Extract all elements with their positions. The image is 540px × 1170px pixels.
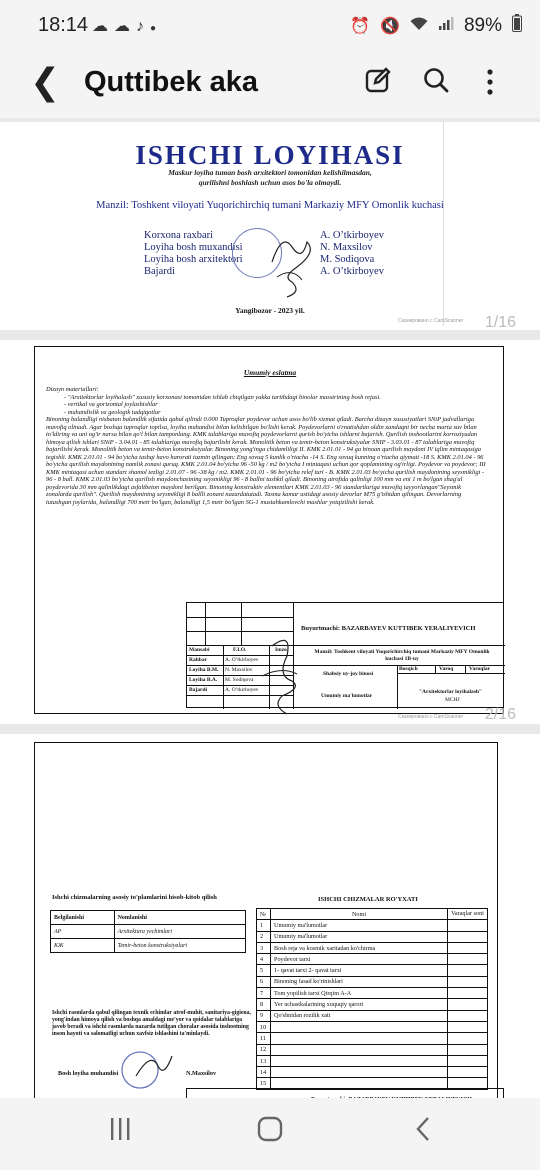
signer-role: Bosh loyiha muhandisi bbox=[58, 1070, 119, 1077]
table-cell: АР bbox=[51, 925, 115, 939]
table-cell: Temir-beton konstruksiyalari bbox=[114, 939, 245, 953]
pdf-page-3[interactable] bbox=[0, 734, 540, 1098]
search-icon[interactable] bbox=[420, 66, 452, 98]
alarm-icon: ⏰ bbox=[350, 18, 371, 35]
row-count bbox=[448, 965, 488, 976]
home-icon[interactable] bbox=[240, 1114, 300, 1154]
recent-apps-icon[interactable] bbox=[90, 1114, 150, 1154]
chat-title: Quttibek aka bbox=[84, 66, 259, 98]
role-label: Korxona raxbari bbox=[144, 230, 214, 241]
table-row bbox=[257, 965, 488, 976]
battery-icon bbox=[512, 14, 522, 38]
row-number: 8 bbox=[257, 999, 271, 1010]
row-name: Tom yopilish tarxi Qirqim A-A bbox=[271, 988, 448, 999]
notes-bullet: - "Arxitektorlar loyihalash" xususiy korxonasi tomonidan ishlab chiqilgan yakka tartibdagi binolar masstrining bosh rejasi. bbox=[64, 393, 381, 401]
role-name: M. Sodiqova bbox=[320, 254, 375, 265]
row-number: 13 bbox=[257, 1055, 271, 1066]
row-number: 14 bbox=[257, 1067, 271, 1078]
row-name: 1- qavat tarxi 2- qavat tarxi bbox=[271, 965, 448, 976]
row-count bbox=[448, 931, 488, 942]
row-number: 9 bbox=[257, 1010, 271, 1021]
table-row bbox=[257, 1033, 488, 1044]
compliance-note: Ishchi rasmlarda qabul qilingan texnik echimlar atrof-muhit, sanitariya-gigiena, yong'indan himoya qilish va boshqa amaldagi me'yor va qoidalar talablariga javob beradi va ishchi rasmlarda nazarda tutilgan choralar asosida inshootning inson hayoti va salomatligi uchun xavfsiz ishlashini ta'minlaydi. bbox=[52, 1010, 251, 1037]
row-count bbox=[448, 1010, 488, 1021]
tb-role: Loyiha B.M. bbox=[189, 667, 219, 673]
wifi-icon bbox=[410, 17, 428, 36]
tb-name: M. Sodiqova bbox=[225, 677, 254, 683]
tb-name: A. O’tkirboyev bbox=[225, 657, 259, 663]
row-name: Umumiy ma'lumotlar bbox=[271, 920, 448, 931]
camscanner-watermark: Сканировано с CamScanner bbox=[398, 714, 464, 720]
signer-name: N.Maxsilov bbox=[186, 1070, 217, 1077]
row-count bbox=[448, 920, 488, 931]
edit-icon[interactable] bbox=[362, 66, 394, 98]
notes-body: Binoning balandligi nisbatan balandlik sifatida qabul qilindi 0.000 Tuproqlar poydevor uchun asos bo'lib xizmat qiladi. Barcha dizayn xususiyatlari SNiP jadvallariga muvofiq olinadi. Agar boshqa tuproqlar topilsa, loyiha muhandisi bilan kelishilgan bo'lishi kerak. Poydevorlarni o'rnatishdan oldin xandaqni bir necha marta suv bilan to'ldiring va uni og'ir narsa bilan qo'l bilan tamponlang. KMK talablariga muvofiq poydevorlarni qurish bo'yicha ishlarni bajarish. Qurilish inshootlarini korroziyadan himoya qilish ishlari SNiP - 3.04.01 - 85 talablariga muvofiq bajarilishi kerak. Monolitik beton va temir-beton konstruksiyalar SNIP - 3.03.01 - 87 talablariga muvofiq bajarilishi kerak. Monolitik beton va temir-beton konstruksiyalar. Binoning yong'inga chidamliligi II. KMK 2.01.01 - 94 ga binoan qurilish maydoni IV iqlim mintaqasiga tegishli. KMK 2.01.01 - 94 bo'yicha tashqi havo harorati tazmin qilingan; Eng sovuq 5 kunlik o'rtacha -14 S. Eng sovuq kunning o'rtacha qiymati -18 S. KMK 2.01.04 - 96 bo'yicha qurilish maydonining namlik zonasi quruq. KMK 2.01.04 bo'yicha 96 -50 kg / m2 bo'yicha I mintaqasi uchun qor qoplamining og'irligi. Poydevor va poydevor; III KMK mintaqasi uchun standart shamol tezligi 2.01.07 - 96 -38 kg / m2. KMK 2.01.01 - 96 bo'yicha relef turi - B. KMK 2.01.03 bo'yicha qurilish maydonining seysmikligi - 96 - 8 ball. KMK 2.01.03 bo'yicha qurilish maydonchasining seysmikligi 96 - 8 ballni tashkil qiladi. Binoning atrofida qalinligi 100 mm va eni 1 m bo'lgan shag'al poydevorida 30 mm qalinlikdagi asfaltbeton maydoni berilgan. Binoning konstruktiv elementlari KMK 2.01.03 - 96 standartlariga muvofiq tayyorlangan"Seysmik zonalarda qurilish". Qurilish maydonining seysmikligi 8 ballli zonani nazardatutadi. Tasma kamar ustidagi asosiy devorlar M75 g'ishtdan qilingan. Devorlarning tutashgan joylarida, balandligi 700 metr bo'lgan, balandligi 1,5 metr bo'lgan SG-1 mustahkamlovchi mashlar yotqizilishi kerak. bbox=[46, 416, 486, 506]
row-count bbox=[448, 1067, 488, 1078]
row-number: 12 bbox=[257, 1044, 271, 1055]
right-title: ISHCHI CHIZMALAR RO'YXATI bbox=[318, 896, 418, 903]
row-name: Binoning fasad ko'rinishlari bbox=[271, 976, 448, 987]
row-number: 1 bbox=[257, 920, 271, 931]
status-time: 18:14 bbox=[38, 14, 89, 36]
signature-icon bbox=[116, 1046, 176, 1090]
signal-icon bbox=[438, 17, 454, 36]
mute-icon: 🔇 bbox=[380, 18, 400, 35]
col-header: F.I.O. bbox=[233, 647, 247, 653]
stage-header: Bosqich bbox=[399, 666, 418, 672]
row-count bbox=[448, 988, 488, 999]
table-cell: Arxitektura yechimlari bbox=[114, 925, 245, 939]
notes-bullet: - vertikal va gorizontal joylashishlar bbox=[64, 401, 158, 408]
row-number: 10 bbox=[257, 1021, 271, 1032]
row-count bbox=[448, 976, 488, 987]
table-row bbox=[257, 954, 488, 965]
row-count bbox=[448, 1044, 488, 1055]
col-header: Imzo bbox=[275, 647, 287, 653]
row-count bbox=[448, 999, 488, 1010]
page-indicator: 1/16 bbox=[484, 314, 516, 331]
tb-role: Rahbar bbox=[189, 657, 208, 663]
page-indicator: 2/16 bbox=[484, 706, 516, 723]
row-name bbox=[271, 1021, 448, 1032]
role-name: A. O’tkirboyev bbox=[320, 266, 384, 277]
left-title: Ishchi chizmalarning asosiy to'plamlarini hisob-kitob qilish bbox=[52, 894, 217, 901]
battery-level: 89% bbox=[463, 15, 502, 36]
row-name bbox=[271, 1055, 448, 1066]
dot-icon: ● bbox=[150, 23, 163, 34]
table-row bbox=[257, 1021, 488, 1032]
tb-name: A. O’tkirboyev bbox=[225, 687, 259, 693]
company-name: "Arxitektorlar loyihalash" bbox=[419, 689, 482, 695]
row-number: 4 bbox=[257, 954, 271, 965]
more-icon[interactable] bbox=[474, 66, 506, 98]
role-label: Loyiha bosh muxandisi bbox=[144, 242, 243, 253]
row-count bbox=[448, 942, 488, 953]
stage-header: Varoq bbox=[439, 666, 454, 672]
signature-icon bbox=[252, 626, 312, 718]
tb-name: N. Maxsilov bbox=[225, 667, 253, 673]
cover-footer: Yangibozor - 2023 yil. bbox=[235, 306, 305, 315]
pdf-page-1[interactable] bbox=[0, 122, 540, 330]
row-number: 7 bbox=[257, 988, 271, 999]
role-name: N. Maxsilov bbox=[320, 242, 373, 253]
row-name: Umumiy ma'lumotlar bbox=[271, 931, 448, 942]
navigation-bar bbox=[0, 1098, 540, 1170]
row-name: Yer uchastkalarining xuquqiy qarori bbox=[271, 999, 448, 1010]
table-row bbox=[257, 999, 488, 1010]
tb-role: Bajardi bbox=[189, 687, 208, 693]
table-header: Nomi bbox=[271, 909, 448, 920]
drawings-list-table bbox=[256, 908, 488, 1090]
cover-title: ISHCHI LOYIHASI bbox=[135, 140, 405, 170]
back-arrow-icon[interactable]: ❮ bbox=[30, 62, 61, 103]
table-row bbox=[257, 1067, 488, 1078]
table-row bbox=[257, 931, 488, 942]
col-header: Mansabi bbox=[189, 647, 210, 653]
role-label: Loyiha bosh arxitektori bbox=[144, 254, 243, 265]
role-label: Bajardi bbox=[144, 266, 175, 277]
row-name: Bosh reja va kosmik xaritadan ko'chirma bbox=[271, 942, 448, 953]
status-bar bbox=[0, 0, 540, 52]
row-count bbox=[448, 1021, 488, 1032]
table-header: Varaqlar soni bbox=[448, 909, 488, 920]
table-row bbox=[257, 1010, 488, 1021]
camscanner-watermark: Сканировано с CamScanner bbox=[398, 318, 464, 324]
row-count bbox=[448, 1055, 488, 1066]
cover-address: Manzil: Toshkent viloyati Yuqorichirchiq tumani Markaziy MFY Omonlik kuchasi bbox=[96, 200, 444, 211]
table-row bbox=[257, 942, 488, 953]
table-row bbox=[257, 988, 488, 999]
row-name bbox=[271, 1067, 448, 1078]
role-name: A. O’tkirboyev bbox=[320, 230, 384, 241]
signature-icon bbox=[262, 222, 322, 302]
customer: Buyurtmachi: BAZARBAYEV KUTTIBEK YERALIYEVICH bbox=[301, 625, 476, 632]
table-cell: КЖ bbox=[51, 939, 115, 953]
title-block bbox=[186, 602, 504, 708]
table-header: № bbox=[257, 909, 271, 920]
row-number: 5 bbox=[257, 965, 271, 976]
app-bar bbox=[0, 52, 540, 118]
table-row bbox=[257, 1044, 488, 1055]
notes-bullet: - muhandislik va geologik tadqiqotlar bbox=[64, 408, 161, 416]
table-header: Belgilanishi bbox=[51, 911, 115, 925]
row-count bbox=[448, 954, 488, 965]
table-header: Nomlanishi bbox=[114, 911, 245, 925]
row-name: Poydevor tarxi bbox=[271, 954, 448, 965]
table-row bbox=[257, 920, 488, 931]
notes-intro: Dizayn materiallari: bbox=[46, 386, 99, 393]
row-name bbox=[271, 1033, 448, 1044]
back-icon[interactable] bbox=[394, 1114, 454, 1154]
cloud-icon: ☁ bbox=[92, 18, 114, 35]
pdf-viewer[interactable] bbox=[0, 118, 540, 1098]
sheet-title: Umumiy ma'lumotlar bbox=[321, 693, 373, 699]
row-count bbox=[448, 1033, 488, 1044]
page-heading: Umumiy eslatma bbox=[243, 368, 297, 377]
company-type: MCHJ bbox=[445, 697, 460, 703]
pdf-page-2[interactable] bbox=[0, 340, 540, 724]
row-number: 15 bbox=[257, 1078, 271, 1089]
designations-table bbox=[50, 910, 246, 953]
table-row bbox=[257, 976, 488, 987]
title-address: Manzil: Toshkent viloyati Yuqorichirchiq tumani Markaziy MFY Omonlik kuchasi 1B-uy bbox=[314, 649, 490, 662]
tb-role: Loyiha B.A. bbox=[189, 677, 218, 683]
row-name: Qo'shnidan rozilik xati bbox=[271, 1010, 448, 1021]
row-name bbox=[271, 1044, 448, 1055]
row-number: 6 bbox=[257, 976, 271, 987]
notification-icons bbox=[92, 16, 162, 36]
stage-header: Varoqlar bbox=[469, 666, 491, 672]
table-row bbox=[257, 1055, 488, 1066]
cover-subtitle: Maskur loyiha tuman bosh arxitektori tomonidan kelishilmasdan, bbox=[168, 168, 372, 177]
cloud-icon: ☁ bbox=[114, 18, 136, 35]
row-number: 2 bbox=[257, 931, 271, 942]
object-name: Shahsiy uy-joy binosi bbox=[323, 671, 374, 677]
row-number: 11 bbox=[257, 1033, 271, 1044]
cover-subtitle: qurilishni boshlash uchun asos bo'la olmaydi. bbox=[198, 178, 342, 187]
general-notes bbox=[46, 386, 486, 506]
row-number: 3 bbox=[257, 942, 271, 953]
status-right bbox=[350, 14, 522, 38]
tiktok-icon: ♪ bbox=[136, 18, 150, 35]
